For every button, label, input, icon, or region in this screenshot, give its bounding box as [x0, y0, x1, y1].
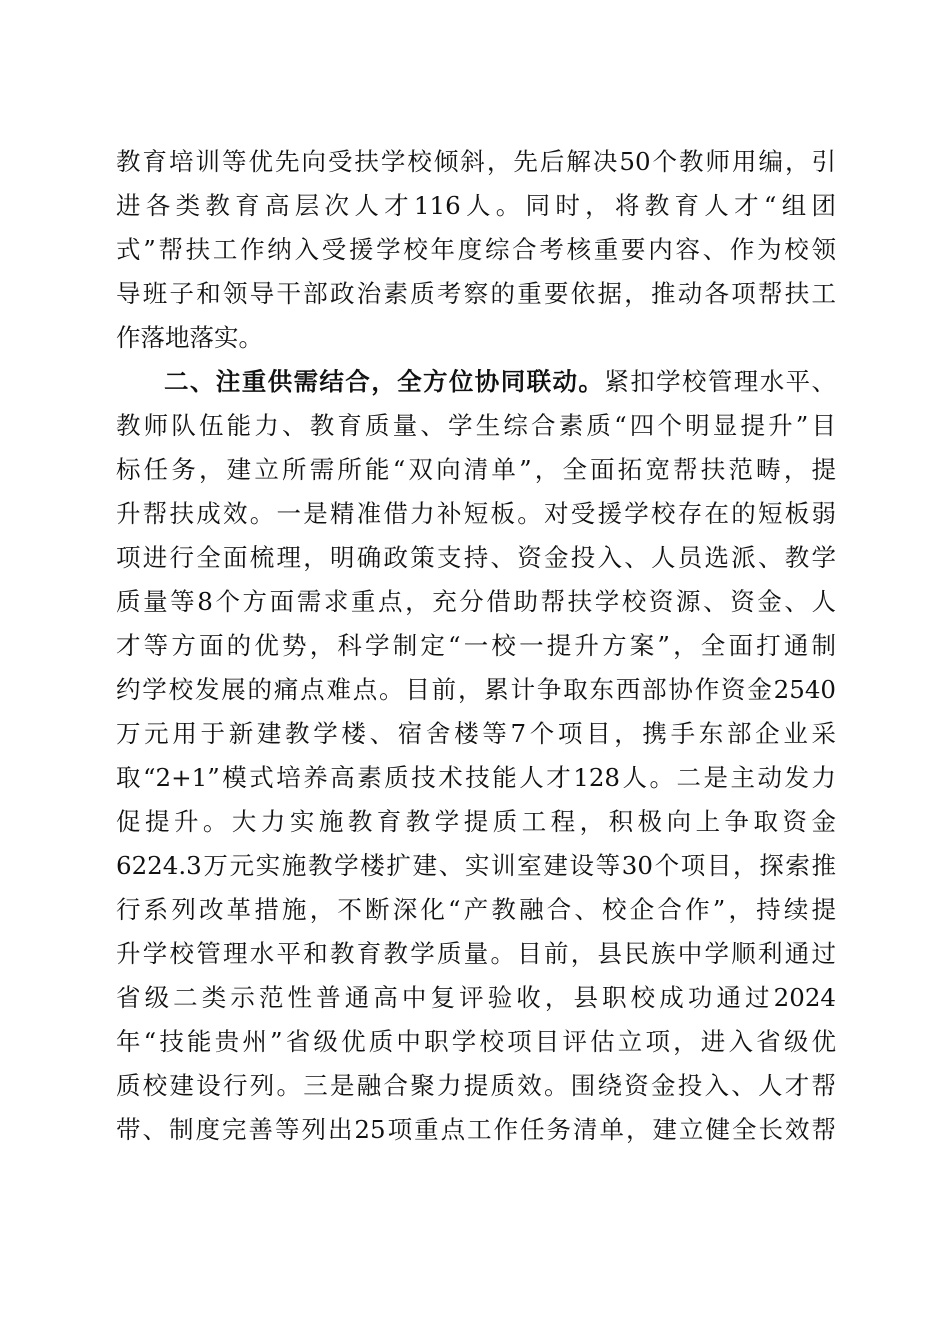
text-line: 升帮扶成效。一是精准借力补短板。对受援学校存在的短板弱 [116, 499, 836, 528]
text-line: 省级二类示范性普通高中复评验收，县职校成功通过2024 [116, 983, 836, 1012]
text-line: 教师队伍能力、教育质量、学生综合素质“四个明显提升”目 [116, 411, 836, 440]
body-text [116, 140, 836, 1152]
section-heading-continuation: 紧扣学校管理水平、 [604, 367, 837, 396]
text-line: 才等方面的优势，科学制定“一校一提升方案”，全面打通制 [116, 631, 836, 660]
text-line: 升学校管理水平和教育教学质量。目前，县民族中学顺利通过 [116, 939, 836, 968]
text-line: 标任务，建立所需所能“双向清单”，全面拓宽帮扶范畴，提 [116, 455, 836, 484]
text-line: 进各类教育高层次人才116人。同时，将教育人才“组团 [116, 191, 836, 220]
text-line: 万元用于新建教学楼、宿舍楼等7个项目，携手东部企业采 [116, 719, 836, 748]
section-heading-line [116, 360, 836, 404]
text-line: 约学校发展的痛点难点。目前，累计争取东西部协作资金2540 [116, 675, 836, 704]
text-line: 行系列改革措施，不断深化“产教融合、校企合作”，持续提 [116, 895, 836, 924]
text-line: 取“2+1”模式培养高素质技术技能人才128人。二是主动发力 [116, 763, 836, 792]
text-line: 式”帮扶工作纳入受援学校年度综合考核重要内容、作为校领 [116, 235, 836, 264]
text-line: 作落地落实。 [116, 323, 263, 352]
text-line: 项进行全面梳理，明确政策支持、资金投入、人员选派、教学 [116, 543, 836, 572]
text-line: 教育培训等优先向受扶学校倾斜，先后解决50个教师用编，引 [116, 147, 836, 176]
text-line: 质校建设行列。三是融合聚力提质效。围绕资金投入、人才帮 [116, 1071, 836, 1100]
text-line: 导班子和领导干部政治素质考察的重要依据，推动各项帮扶工 [116, 279, 836, 308]
text-line: 促提升。大力实施教育教学提质工程，积极向上争取资金 [116, 807, 836, 836]
section-heading: 二、注重供需结合，全方位协同联动。 [164, 367, 605, 396]
text-line: 年“技能贵州”省级优质中职学校项目评估立项，进入省级优 [116, 1027, 836, 1056]
text-line: 质量等8个方面需求重点，充分借助帮扶学校资源、资金、人 [116, 587, 836, 616]
text-line: 6224.3万元实施教学楼扩建、实训室建设等30个项目，探索推 [116, 851, 836, 880]
text-line: 带、制度完善等列出25项重点工作任务清单，建立健全长效帮 [116, 1115, 836, 1144]
